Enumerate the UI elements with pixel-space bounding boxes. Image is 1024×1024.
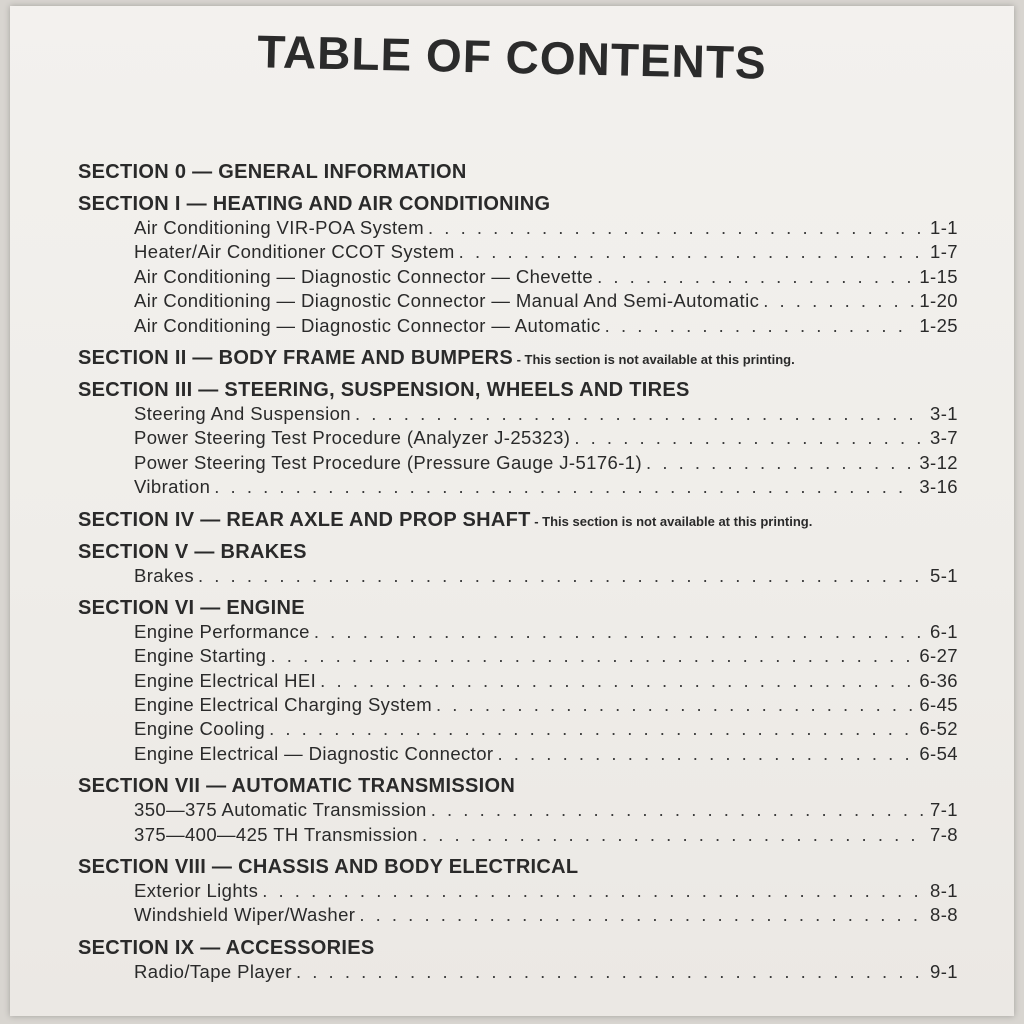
toc-entry-label: Power Steering Test Procedure (Pressure Gauge J-5176-1) [134, 451, 643, 473]
section-heading-8 [78, 855, 958, 879]
dot-leader [355, 402, 926, 426]
toc-entry [134, 451, 958, 475]
toc-entry-page: 1-7 [930, 241, 958, 263]
toc-entry-label: Engine Electrical Charging System [134, 694, 433, 716]
dot-leader [763, 289, 915, 313]
dot-leader [296, 960, 926, 984]
toc-entry-page: 6-36 [919, 669, 958, 691]
toc-entry-page: 6-54 [919, 742, 958, 764]
document-page [10, 6, 1014, 1016]
section-title: SECTION VII — AUTOMATIC TRANSMISSION [78, 775, 516, 798]
toc-entry [134, 960, 958, 984]
toc-entry [134, 903, 958, 927]
section-title: SECTION IV — REAR AXLE AND PROP SHAFT [78, 508, 531, 531]
section-title: SECTION VI — ENGINE [78, 596, 305, 619]
dot-leader [271, 644, 916, 668]
section-heading-6 [78, 596, 958, 620]
dot-leader [359, 903, 926, 927]
toc-entry-label: Engine Electrical — Diagnostic Connector [134, 742, 494, 764]
toc-entry-label: Radio/Tape Player [134, 960, 292, 982]
toc-entry [134, 798, 958, 822]
toc-entry-page: 6-27 [919, 645, 958, 667]
toc-entry-label: Vibration [134, 476, 211, 498]
dot-leader [497, 742, 915, 766]
section-title: SECTION IX — ACCESSORIES [78, 936, 375, 959]
toc-entry [134, 879, 958, 903]
section-heading-5 [78, 540, 958, 564]
section-heading-1 [78, 192, 958, 216]
toc-entry-page: 1-25 [919, 314, 958, 336]
dot-leader [428, 216, 926, 240]
toc-entry-page: 3-1 [930, 402, 958, 424]
toc-entry [134, 265, 958, 289]
toc-entry-label: Engine Electrical HEI [134, 669, 317, 691]
page-title: TABLE OF CONTENTS [256, 25, 768, 89]
dot-leader [262, 879, 926, 903]
toc-entry [134, 402, 958, 426]
section-note: - This section is not available at this printing. [512, 351, 795, 367]
section-title: SECTION V — BRAKES [78, 540, 307, 563]
toc-entry-page: 1-15 [919, 265, 958, 287]
toc-entry-page: 8-8 [930, 904, 958, 926]
toc-entry-label: Brakes [134, 564, 194, 586]
toc-entry-page: 8-1 [930, 880, 958, 902]
dot-leader [269, 717, 915, 741]
section-heading-4 [78, 508, 958, 532]
toc-entry-label: Air Conditioning VIR-POA System [134, 217, 425, 238]
toc-entry-label: Air Conditioning — Diagnostic Connector — Automatic [134, 314, 601, 336]
section-title: SECTION II — BODY FRAME AND BUMPERS [78, 346, 513, 369]
toc-entry-label: Steering And Suspension [134, 402, 351, 424]
toc-entry-page: 3-12 [919, 451, 958, 473]
toc-entry-label: 350—375 Automatic Transmission [134, 799, 427, 821]
dot-leader [597, 265, 915, 289]
toc-entry [134, 314, 958, 338]
toc-entry-page: 9-1 [930, 960, 958, 982]
toc-entry-page: 7-1 [930, 799, 958, 821]
toc-entry [134, 644, 958, 668]
section-heading-9 [78, 936, 958, 960]
toc-entry-page: 3-16 [919, 476, 958, 498]
section-heading-3 [78, 378, 958, 402]
toc-entry-page: 6-45 [919, 694, 958, 716]
section-title: SECTION I — HEATING AND AIR CONDITIONING [78, 193, 551, 215]
toc-entry [134, 289, 958, 313]
section-heading-0 [78, 160, 958, 184]
dot-leader [459, 240, 926, 264]
toc-entry-page: 1-20 [919, 290, 958, 312]
toc-entry-label: Engine Cooling [134, 718, 266, 740]
table-of-contents [78, 152, 958, 984]
dot-leader [605, 314, 916, 338]
toc-entry-page: 6-52 [919, 718, 958, 740]
toc-entry-label: Heater/Air Conditioner CCOT System [134, 241, 455, 263]
dot-leader [320, 669, 915, 693]
toc-entry-page: 7-8 [930, 823, 958, 845]
section-note: - This section is not available at this printing. [530, 513, 813, 529]
toc-entry-label: 375—400—425 TH Transmission [134, 823, 418, 845]
toc-entry-label: Engine Performance [134, 620, 310, 642]
section-title: SECTION VIII — CHASSIS AND BODY ELECTRICAL [78, 856, 579, 879]
toc-entry [134, 742, 958, 766]
toc-entry [134, 823, 958, 847]
dot-leader [431, 798, 926, 822]
toc-entry [134, 620, 958, 644]
toc-entry [134, 426, 958, 450]
toc-entry-page: 3-7 [930, 427, 958, 449]
section-heading-2 [78, 346, 958, 370]
toc-entry [134, 717, 958, 741]
section-title: SECTION III — STEERING, SUSPENSION, WHEELS AND TIRES [78, 378, 690, 401]
toc-entry [134, 216, 958, 240]
dot-leader [574, 426, 926, 450]
toc-entry-label: Power Steering Test Procedure (Analyzer J-25323) [134, 427, 571, 449]
toc-entry-label: Windshield Wiper/Washer [134, 904, 356, 926]
dot-leader [314, 620, 926, 644]
toc-entry [134, 693, 958, 717]
dot-leader [214, 475, 915, 499]
toc-entry [134, 564, 958, 588]
section-heading-7 [78, 774, 958, 798]
toc-entry-page: 5-1 [930, 564, 958, 586]
dot-leader [436, 693, 915, 717]
toc-entry-label: Air Conditioning — Diagnostic Connector — Manual And Semi-Automatic [134, 290, 760, 312]
dot-leader [198, 564, 926, 588]
dot-leader [422, 823, 926, 847]
toc-entry-page: 1-1 [930, 217, 958, 238]
toc-entry-label: Exterior Lights [134, 880, 259, 902]
dot-leader [646, 451, 915, 475]
toc-entry-page: 6-1 [930, 620, 958, 642]
section-title: SECTION 0 — GENERAL INFORMATION [78, 161, 467, 183]
toc-entry [134, 475, 958, 499]
toc-entry [134, 240, 958, 264]
toc-entry-label: Engine Starting [134, 645, 267, 667]
toc-entry [134, 669, 958, 693]
toc-entry-label: Air Conditioning — Diagnostic Connector — Chevette [134, 265, 594, 287]
